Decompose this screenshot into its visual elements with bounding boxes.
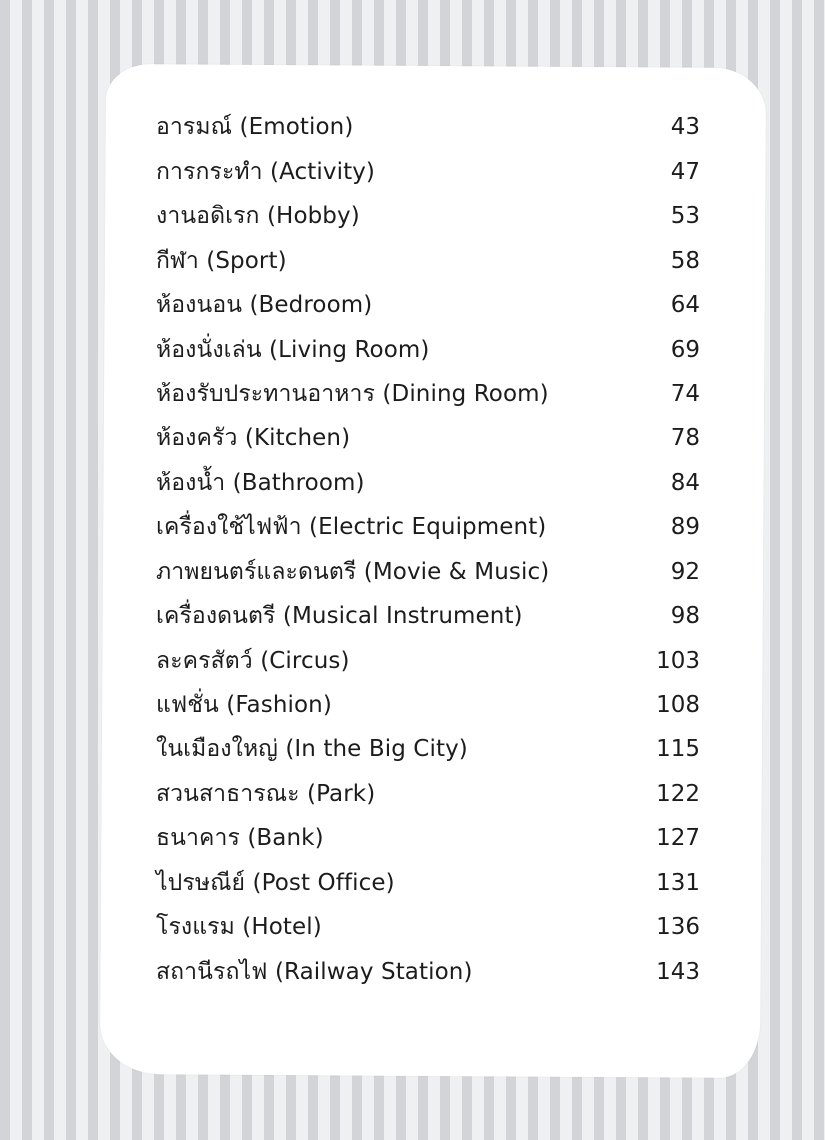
toc-entry[interactable] [0,641,825,681]
toc-entry[interactable] [0,107,825,147]
toc-entry[interactable] [0,285,825,325]
toc-entry-page: 127 [656,825,700,851]
toc-entry-page: 43 [670,114,700,140]
toc-entry[interactable] [0,729,825,769]
toc-entry[interactable] [0,507,825,547]
toc-entry-page: 108 [656,692,700,718]
toc-entry-page: 69 [670,337,700,363]
toc-entry-page: 92 [670,559,700,585]
toc-entry-page: 115 [656,736,700,762]
toc-entry-title: ห้องนอน (Bedroom) [156,292,373,318]
toc-entry-title: สถานีรถไฟ (Railway Station) [156,959,473,985]
toc-entry-title: การกระทำ (Activity) [156,159,375,185]
toc-entry-title: ห้องนั่งเล่น (Living Room) [156,337,430,363]
toc-entry[interactable] [0,907,825,947]
toc-entry-title: โรงแรม (Hotel) [156,914,322,940]
toc-entry-title: ไปรษณีย์ (Post Office) [156,870,395,896]
toc-entry[interactable] [0,152,825,192]
toc-entry-page: 58 [670,248,700,274]
toc-entry-title: ในเมืองใหญ่ (In the Big City) [156,736,468,762]
toc-entry-page: 103 [656,648,700,674]
toc-entry[interactable] [0,596,825,636]
toc-entry-title: ห้องน้ำ (Bathroom) [156,470,365,496]
toc-entry-title: เครื่องดนตรี (Musical Instrument) [156,603,523,629]
toc-entry[interactable] [0,463,825,503]
toc-entry[interactable] [0,863,825,903]
toc-entry-page: 89 [670,514,700,540]
toc-entry[interactable] [0,241,825,281]
toc-entry-page: 143 [656,959,700,985]
toc-entry-title: ธนาคาร (Bank) [156,825,324,851]
toc-entry-page: 64 [670,292,700,318]
toc-entry-page: 78 [670,425,700,451]
toc-entry-title: สวนสาธารณะ (Park) [156,781,376,807]
toc-entry[interactable] [0,374,825,414]
toc-entry[interactable] [0,330,825,370]
toc-entry[interactable] [0,196,825,236]
toc-entry[interactable] [0,685,825,725]
toc-entry-title: แฟชั่น (Fashion) [156,692,332,718]
toc-entry[interactable] [0,774,825,814]
toc-entry-page: 53 [670,203,700,229]
toc-entry[interactable] [0,552,825,592]
toc-entry[interactable] [0,818,825,858]
toc-entry[interactable] [0,418,825,458]
toc-entry-title: อารมณ์ (Emotion) [156,114,354,140]
toc-entry-title: เครื่องใช้ไฟฟ้า (Electric Equipment) [156,514,547,540]
toc-entry-page: 74 [670,381,700,407]
toc-entry-title: ห้องครัว (Kitchen) [156,425,351,451]
toc-entry-page: 47 [670,159,700,185]
toc-entry-page: 98 [670,603,700,629]
toc-entry-title: กีฬา (Sport) [156,248,287,274]
toc-entry-page: 131 [656,870,700,896]
toc-entry-title: ละครสัตว์ (Circus) [156,648,350,674]
toc-entry-page: 136 [656,914,700,940]
toc-entry-title: งานอดิเรก (Hobby) [156,203,360,229]
toc-entry-page: 84 [670,470,700,496]
toc-entry-page: 122 [656,781,700,807]
toc-entry-title: ห้องรับประทานอาหาร (Dining Room) [156,381,549,407]
toc-entry-title: ภาพยนตร์และดนตรี (Movie & Music) [156,559,550,585]
toc-entry[interactable] [0,952,825,992]
